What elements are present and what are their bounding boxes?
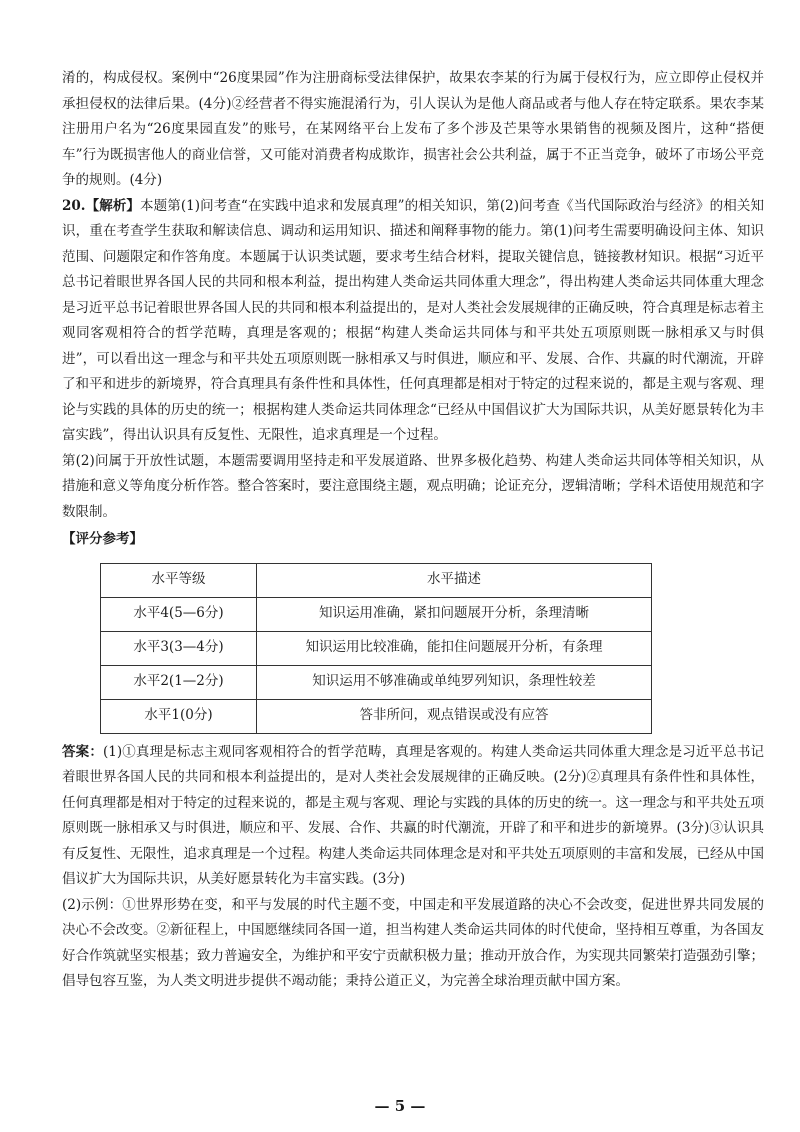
- answer-label: 答案：: [62, 743, 103, 760]
- answer-part-2: (2)示例：①世界形势在变，和平与发展的时代主题不变，中国走和平发展道路的决心不会改变，促进世界共同发展的决心不会改变。②新征程上，中国愿继续同各国一道，担当构建人类命运共同体的时代使命，坚持相互尊重，为各国友好合作筑就坚实根基；致力普遍安全，为维护和平安宁贡献积极力量；推动开放合作，为实现共同繁荣打造强劲引擎；倡导包容互鉴，为人类文明进步提供不竭动能；秉持公道正义，为完善全球治理贡献中国方案。: [62, 896, 764, 989]
- description-cell: 知识运用比较准确，能扣住问题展开分析，有条理: [257, 631, 652, 665]
- table-header-level: 水平等级: [101, 563, 257, 597]
- level-cell: 水平3(3—4分): [101, 631, 257, 665]
- table-header-row: [101, 563, 652, 597]
- answer-part-1: [62, 740, 764, 893]
- question-20-analysis: [62, 194, 764, 449]
- description-cell: 答非所问，观点错误或没有应答: [257, 699, 652, 733]
- analysis-text-1: 本题第(1)问考查“在实践中追求和发展真理”的相关知识，第(2)问考查《当代国际政治与经济》的相关知识，重在考查学生获取和解读信息、调动和运用知识、描述和阐释事物的能力。第(1)问考生需要明确设问主体、知识范围、问题限定和作答角度。本题属于认识类试题，要求考生结合材料，提取关键信息，链接教材知识。根据“习近平总书记着眼世界各国人民的共同和根本利益，提出构建人类命运共同体重大理念”，得出构建人类命运共同体重大理念是习近平总书记着眼世界各国人民的共同和根本利益提出的，是对人类社会发展规律的正确反映，符合真理是标志着主观同客观相符合的哲学范畴，真理是客观的；根据“构建人类命运共同体与和平共处五项原则既一脉相承又与时俱进”，可以看出这一理念与和平共处五项原则既一脉相承又与时俱进，顺应和平、发展、合作、共赢的时代潮流，开辟了和平和进步的新境界，符合真理具有条件性和具体性，任何真理都是相对于特定的过程来说的，都是主观与客观、理论与实践的具体的历史的统一；根据构建人类命运共同体理念“已经从中国倡议扩大为国际共识，从美好愿景转化为丰富实践”，得出认识具有反复性、无限性，追求真理是一个过程。: [62, 197, 764, 443]
- description-cell: 知识运用准确，紧扣问题展开分析，条理清晰: [257, 597, 652, 631]
- page-number: — 5 —: [374, 1097, 426, 1115]
- level-cell: 水平1(0分): [101, 699, 257, 733]
- document-page: [62, 66, 764, 995]
- answer-text-1: (1)①真理是标志主观同客观相符合的哲学范畴，真理是客观的。构建人类命运共同体重大理念是习近平总书记着眼世界各国人民的共同和根本利益提出的，是对人类社会发展规律的正确反映。(2分)②真理具有条件性和具体性，任何真理都是相对于特定的过程来说的，都是主观与客观、理论与实践的具体的历史的统一。这一理念与和平共处五项原则既一脉相承又与时俱进，顺应和平、发展、合作、共赢的时代潮流，开辟了和平和进步的新境界。(3分)③认识具有反复性、无限性，追求真理是一个过程。构建人类命运共同体理念是对和平共处五项原则的丰富和发展，已经从中国倡议扩大为国际共识，从美好愿景转化为丰富实践。(3分): [62, 743, 765, 887]
- scoring-table: [100, 563, 652, 734]
- scoring-title: 【评分参考】: [62, 531, 143, 547]
- table-row: [101, 631, 652, 665]
- question-number: 20.: [62, 197, 86, 214]
- table-row: [101, 597, 652, 631]
- table-row: [101, 699, 652, 733]
- analysis-tag: 【解析】: [85, 197, 141, 214]
- level-cell: 水平4(5—6分): [101, 597, 257, 631]
- intro-paragraph: 淆的，构成侵权。案例中“26度果园”作为注册商标受法律保护，故果农李某的行为属于侵权行为，应立即停止侵权并承担侵权的法律后果。(4分)②经营者不得实施混淆行为，引人误认为是他人商品或者与他人存在特定联系。果农李某注册用户名为“26度果园直发”的账号，在某网络平台上发布了多个涉及芒果等水果销售的视频及图片，这种“搭便车”行为既损害他人的商业信誉，又可能对消费者构成欺诈，损害社会公共利益，属于不正当竞争，破坏了市场公平竞争的规则。(4分): [62, 70, 764, 188]
- analysis-part-2: 第(2)问属于开放性试题，本题需要调用坚持走和平发展道路、世界多极化趋势、构建人类命运共同体等相关知识，从措施和意义等角度分析作答。整合答案时，要注意围绕主题，观点明确；论证充分，逻辑清晰；学科术语使用规范和字数限制。: [62, 452, 764, 520]
- level-cell: 水平2(1—2分): [101, 665, 257, 699]
- table-header-description: 水平描述: [257, 563, 652, 597]
- description-cell: 知识运用不够准确或单纯罗列知识，条理性较差: [257, 665, 652, 699]
- table-row: [101, 665, 652, 699]
